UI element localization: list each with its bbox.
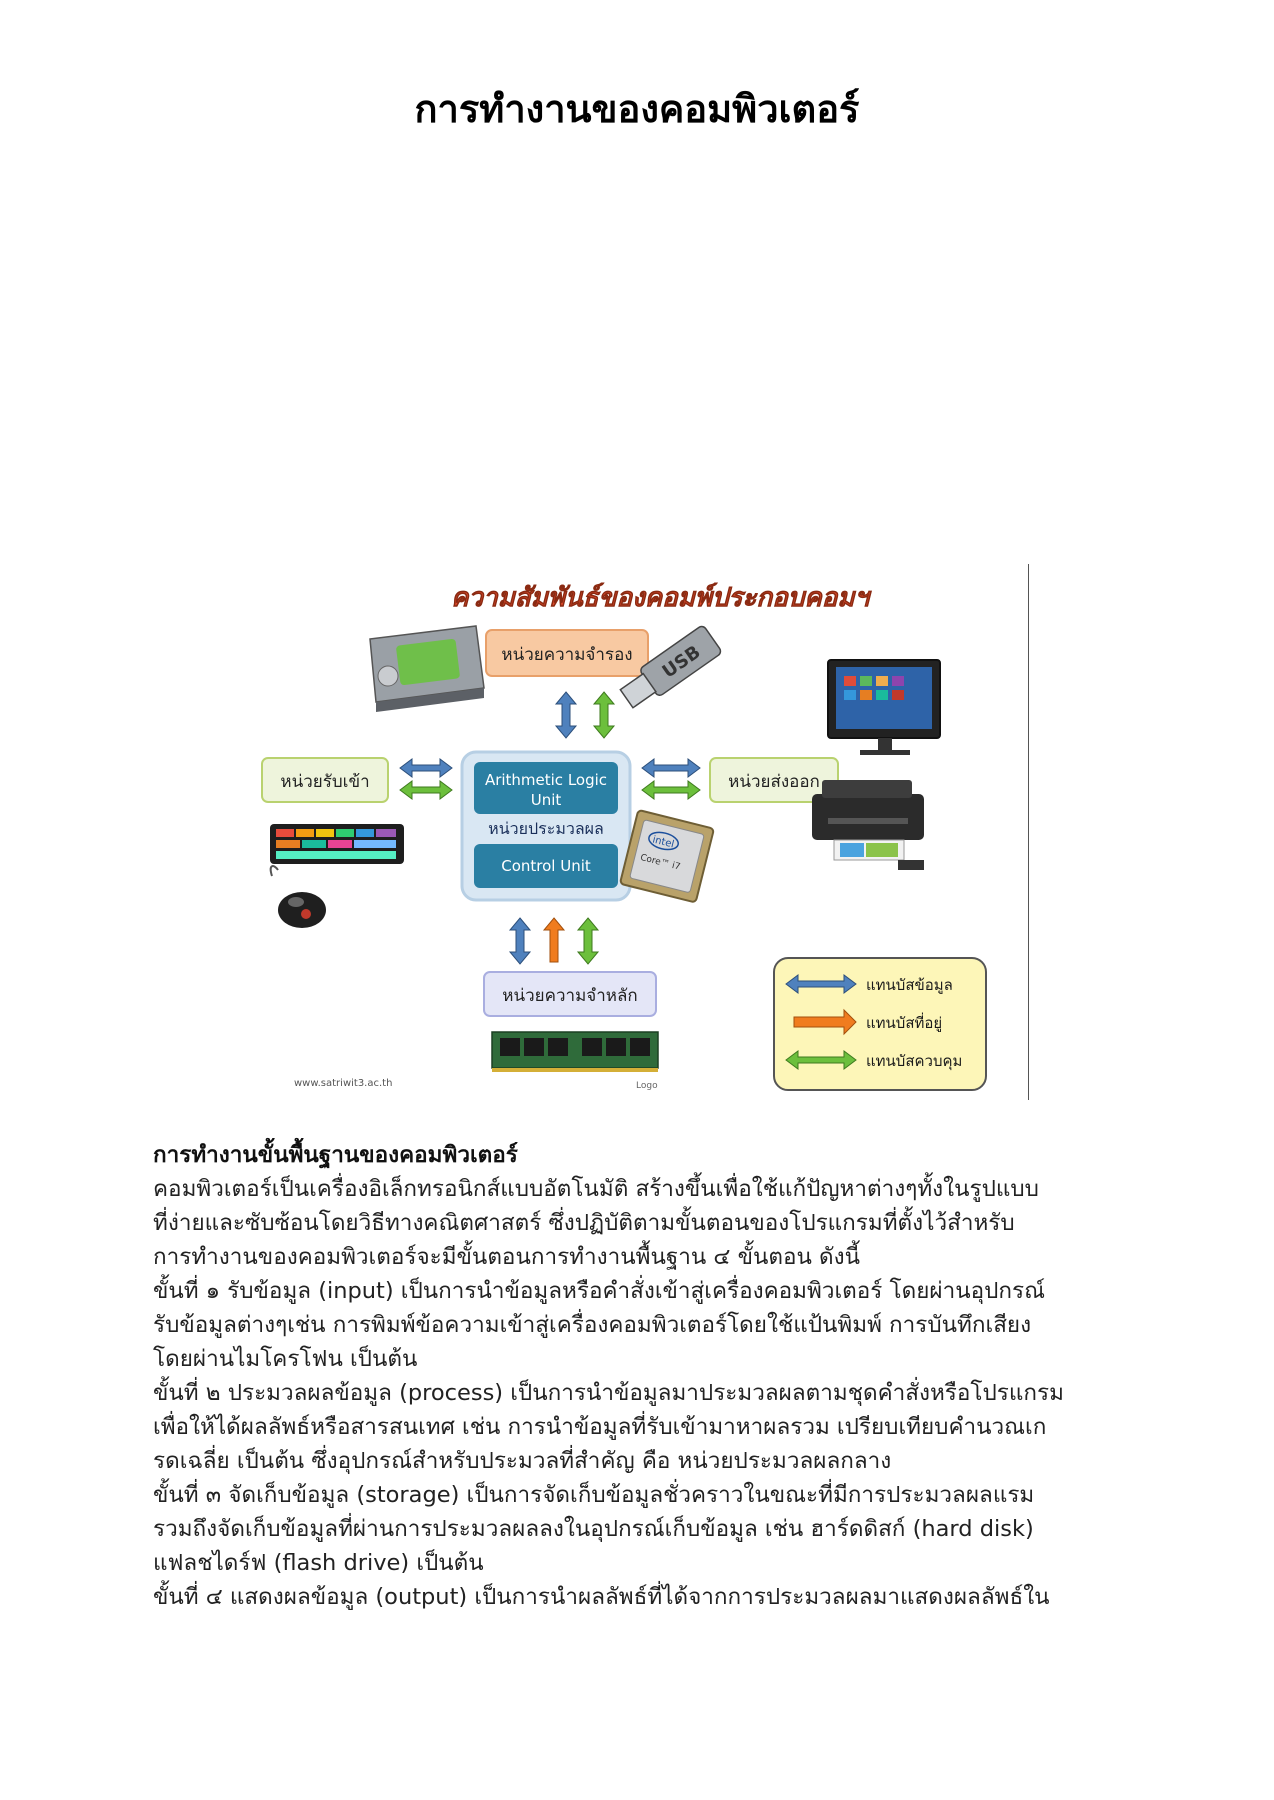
paragraph-line: โดยผ่านไมโครโฟน เป็นต้น [153, 1346, 418, 1372]
hard-disk-icon [370, 626, 484, 712]
bus-legend [774, 958, 986, 1090]
paragraph-line: ที่ง่ายและซับซ้อนโดยวิธีทางคณิตศาสตร์ ซึ่งปฏิบัติตามขั้นตอนของโปรแกรมที่ตั้งไว้สำหรับ [153, 1210, 1015, 1236]
computer-components-diagram [248, 564, 1030, 1100]
legend-data-bus-label: แทนบัสข้อมูล [866, 976, 953, 994]
input-control-bus-arrow [400, 781, 452, 799]
page-title: การทำงานของคอมพิวเตอร์ [414, 87, 860, 131]
output-control-bus-arrow [642, 781, 700, 799]
legend-control-bus-label: แทนบัสควบคุม [866, 1052, 963, 1070]
legend-address-bus-label: แทนบัสที่อยู่ [866, 1014, 943, 1032]
paragraph-line: รดเฉลี่ย เป็นต้น ซึ่งอุปกรณ์สำหรับประมวลที่สำคัญ คือ หน่วยประมวลผลกลาง [153, 1448, 892, 1474]
paragraph-line: ขั้นที่ ๔ แสดงผลข้อมูล (output) เป็นการนำผลลัพธ์ที่ได้จากการประมวลผลมาแสดงผลลัพธ์ใน [153, 1584, 1050, 1610]
memory-control-bus-arrow [578, 918, 598, 964]
paragraph-line: รวมถึงจัดเก็บข้อมูลที่ผ่านการประมวลผลลงในอุปกรณ์เก็บข้อมูล เช่น ฮาร์ดดิสก์ (hard disk) [153, 1516, 1034, 1542]
control-unit-label: Control Unit [501, 857, 591, 875]
printer-icon [812, 780, 924, 870]
memory-data-bus-arrow [510, 918, 530, 964]
paragraph-lines [153, 1172, 1133, 1614]
paragraph-line: รับข้อมูลต่างๆเช่น การพิมพ์ข้อความเข้าสู่เครื่องคอมพิวเตอร์โดยใช้แป้นพิมพ์ การบันทึกเสียง [153, 1312, 1032, 1338]
monitor-icon [828, 660, 940, 755]
alu-label-line2: Unit [530, 791, 562, 809]
cpu-label: หน่วยประมวลผล [488, 819, 604, 838]
website-credit: www.satriwit3.ac.th [294, 1078, 393, 1089]
storage-data-bus-arrow [556, 692, 576, 738]
chip-model-label: Core™ i7 [639, 852, 682, 873]
section-heading: การทำงานขั้นพื้นฐานของคอมพิวเตอร์ [153, 1142, 518, 1168]
logo-text: Logo [636, 1081, 658, 1091]
paragraph-line: ขั้นที่ ๒ ประมวลผลข้อมูล (process) เป็นการนำข้อมูลมาประมวลผลตามชุดคำสั่งหรือโปรแกรม [153, 1380, 1064, 1406]
storage-control-bus-arrow [594, 692, 614, 738]
paragraph-line: แฟลชไดร์ฟ (flash drive) เป็นต้น [153, 1550, 484, 1576]
paragraph-line: การทำงานของคอมพิวเตอร์จะมีขั้นตอนการทำงานพื้นฐาน ๔ ขั้นตอน ดังนี้ [153, 1244, 861, 1270]
paragraph-line: ขั้นที่ ๓ จัดเก็บข้อมูล (storage) เป็นการจัดเก็บข้อมูลชั่วคราวในขณะที่มีการประมวลผลแรม [153, 1482, 1035, 1508]
figure-right-border [1028, 564, 1029, 1100]
paragraph-line: คอมพิวเตอร์เป็นเครื่องอิเล็กทรอนิกส์แบบอัตโนมัติ สร้างขึ้นเพื่อใช้แก้ปัญหาต่างๆทั้งในรูปแบบ [153, 1176, 1039, 1202]
main-memory-label: หน่วยความจำหลัก [502, 986, 638, 1006]
memory-address-bus-arrow [544, 918, 564, 962]
output-data-bus-arrow [642, 759, 700, 777]
ram-module-icon [492, 1032, 658, 1072]
output-unit-label: หน่วยส่งออก [728, 772, 820, 792]
diagram-heading: ความสัมพันธ์ของคอมพ์ประกอบคอมฯ [451, 583, 869, 613]
paragraph-line: เพื่อให้ได้ผลลัพธ์หรือสารสนเทศ เช่น การนำข้อมูลที่รับเข้ามาหาผลรวม เปรียบเทียบคำนวณเก [153, 1414, 1047, 1440]
keyboard-icon [270, 824, 404, 864]
storage-unit-label: หน่วยความจำรอง [501, 645, 633, 665]
input-unit-label: หน่วยรับเข้า [280, 772, 370, 792]
chip-brand-label: intel [651, 834, 676, 851]
mouse-icon [271, 866, 326, 928]
input-data-bus-arrow [400, 759, 452, 777]
paragraph-line: ขั้นที่ ๑ รับข้อมูล (input) เป็นการนำข้อมูลหรือคำสั่งเข้าสู่เครื่องคอมพิวเตอร์ โดยผ่านอุปกรณ์ [153, 1278, 1045, 1304]
usb-label: USB [658, 641, 705, 683]
intel-chip-icon [620, 810, 714, 903]
body-text [153, 1138, 1133, 1614]
alu-label-line1: Arithmetic Logic [484, 771, 608, 789]
